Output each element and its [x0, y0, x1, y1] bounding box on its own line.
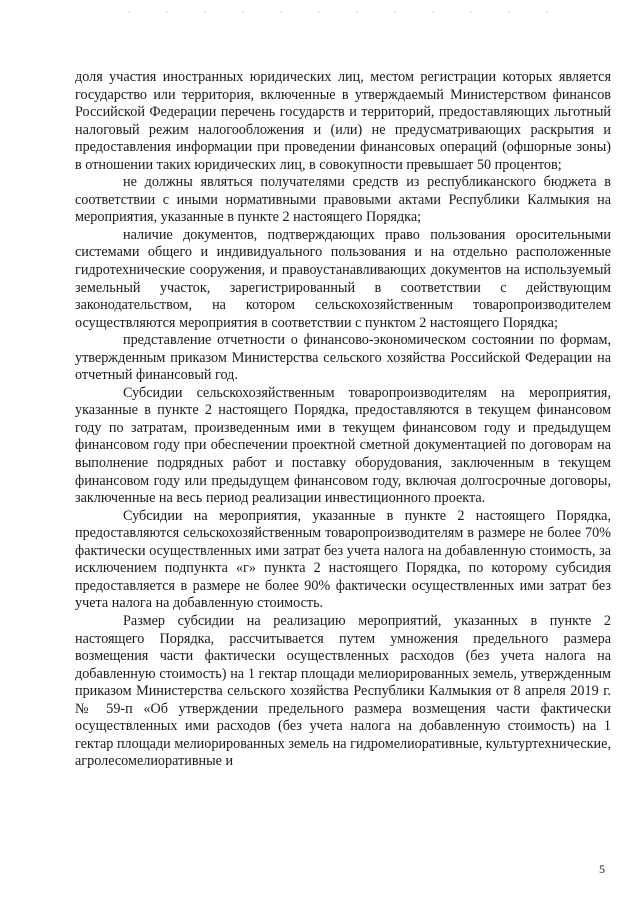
- paragraph-reporting: представление отчетности о финансово-экономическом состоянии по формам, утвержденным приказом Министерства сельского хозяйства Российской Федерации на отчетный финансовый год.: [75, 332, 611, 384]
- paragraph-subsidy-amount: Размер субсидии на реализацию мероприятий, указанных в пункте 2 настоящего Порядка, рассчитывается путем умножения предельного размера возмещения части фактически осуществленных расходов (без учета налога на добавленную стоимость) на 1 гектар площади мелиорированных земель, утвержденным приказом Министерства сельского хозяйства Республики Калмыкия от 8 апреля 2019 г. № 59-п «Об утверждении предельного размера возмещения части фактически осуществленных ими расходов (без учета налога на добавленную стоимость) на 1 гектар площади мелиорированных земель на гидромелиоративные, культуртехнические, агролесомелиоративные и: [75, 612, 611, 770]
- paragraph-irrigation-documents: наличие документов, подтверждающих право пользования оросительными системами общего и индивидуального пользования и на отдельно расположенные гидротехнические сооружения, и правоустанавливающих документов на используемый земельный участок, зарегистрированный в соответствии с действующим законодательством, на котором сельскохозяйственным товаропроизводителем осуществляются мероприятия в соответствии с пунктом 2 настоящего Порядка;: [75, 226, 611, 331]
- paragraph-subsidy-rate: Субсидии на мероприятия, указанные в пункте 2 настоящего Порядка, предоставляются сельскохозяйственным товаропроизводителям в размере не более 70% фактически осуществленных ими затрат без учета налога на добавленную стоимость, за исключением подпункта «г» пункта 2 настоящего Порядка, по которому субсидия предоставляется в размере не более 90% фактически осуществленных ими затрат без учета налога на добавленную стоимость.: [75, 507, 611, 612]
- paragraph-foreign-share: доля участия иностранных юридических лиц, местом регистрации которых является государство или территория, включенные в утверждаемый Министерством финансов Российской Федерации перечень государств и территорий, предоставляющих льготный налоговый режим налогообложения и (или) не предусматривающих раскрытия и предоставления информации при проведении финансовых операций (офшорные зоны) в отношении таких юридических лиц, в совокупности превышает 50 процентов;: [75, 69, 611, 173]
- paragraph-subsidy-costs: Субсидии сельскохозяйственным товаропроизводителям на мероприятия, указанные в пункте 2 настоящего Порядка, предоставляются в текущем финансовом году по затратам, произведенным ими в текущем финансовом году и предыдущем финансовом году при обеспечении проектной сметной документацией по договорам на выполнение подрядных работ и поставку оборудования, заключенным в текущем финансовом году или предыдущем финансовом году, включая долгосрочные договоры, заключенные на весь период реализации инвестиционного проекта.: [75, 384, 611, 507]
- paragraph-not-recipient: не должны являться получателями средств из республиканского бюджета в соответствии с иными нормативными правовыми актами Республики Калмыкия на мероприятия, указанные в пункте 2 настоящего Порядка;: [75, 174, 611, 226]
- document-body: [75, 69, 611, 771]
- page-number: 5: [599, 862, 605, 876]
- scan-artifact-dots: [110, 11, 570, 13]
